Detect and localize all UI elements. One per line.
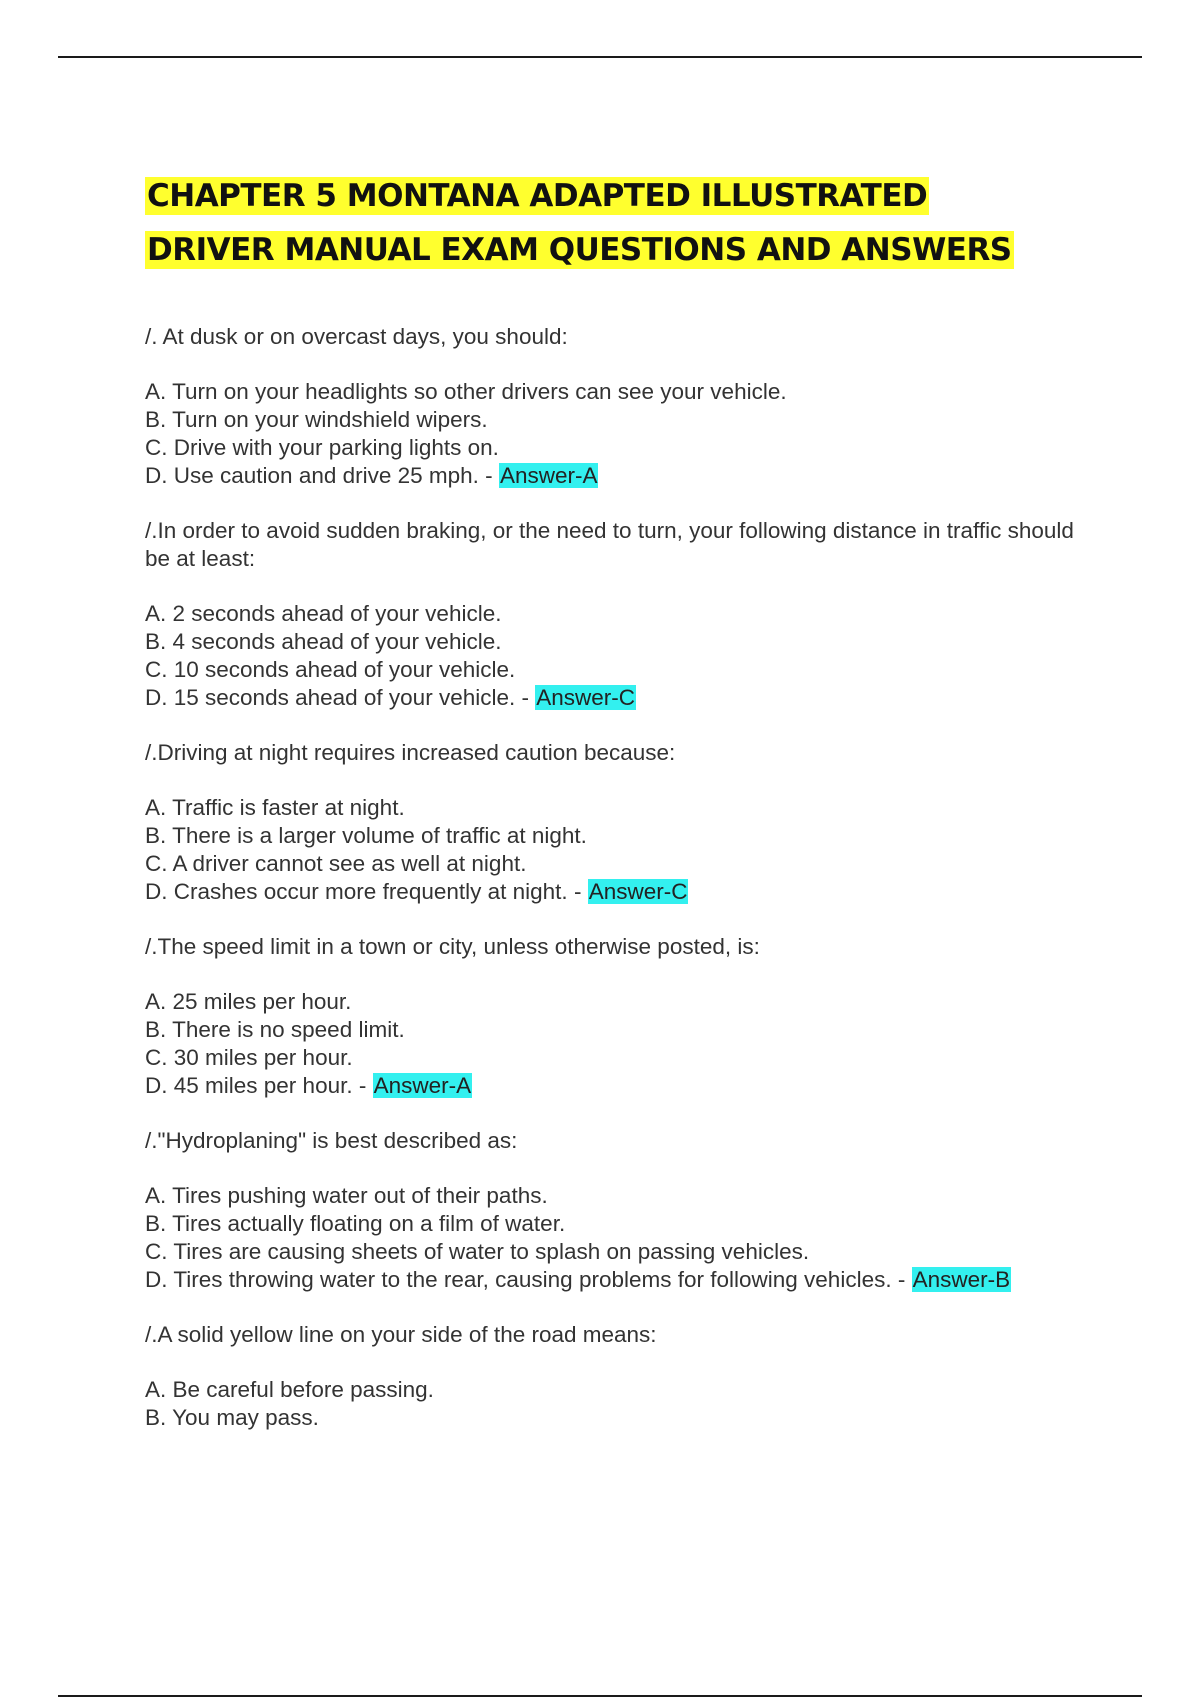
option-c: C. A driver cannot see as well at night. (145, 851, 527, 876)
option-b: B. Tires actually floating on a film of water. (145, 1211, 566, 1236)
options-list (145, 600, 1085, 712)
options-list (145, 378, 1085, 490)
option-d-text: D. Use caution and drive 25 mph. - (145, 463, 499, 488)
option-d-text: D. Crashes occur more frequently at night. - (145, 879, 588, 904)
question-text: /.Driving at night requires increased caution because: (145, 740, 676, 765)
question-block (145, 323, 1085, 490)
document-body (145, 172, 1085, 1459)
option-a: A. 25 miles per hour. (145, 989, 352, 1014)
question-text: /. At dusk or on overcast days, you should: (145, 324, 568, 349)
option-a: A. Be careful before passing. (145, 1377, 434, 1402)
option-c: C. 30 miles per hour. (145, 1045, 353, 1070)
option-d (145, 878, 1085, 906)
answer-highlight: Answer-C (588, 879, 688, 904)
question-text: /.A solid yellow line on your side of the road means: (145, 1322, 657, 1347)
option-d-text: D. Tires throwing water to the rear, causing problems for following vehicles. - (145, 1267, 912, 1292)
options-list (145, 988, 1085, 1100)
question-text: /.In order to avoid sudden braking, or the need to turn, your following distance in traffic should be at least: (145, 518, 1074, 571)
answer-highlight: Answer-A (373, 1073, 472, 1098)
option-d (145, 1072, 1085, 1100)
option-b: B. There is no speed limit. (145, 1017, 405, 1042)
option-d (145, 684, 1085, 712)
bottom-rule (58, 1695, 1142, 1697)
option-b: B. You may pass. (145, 1405, 319, 1430)
option-c: C. 10 seconds ahead of your vehicle. (145, 657, 516, 682)
answer-highlight: Answer-C (536, 685, 636, 710)
option-c: C. Tires are causing sheets of water to splash on passing vehicles. (145, 1239, 810, 1264)
top-rule (58, 56, 1142, 58)
option-d-text: D. 45 miles per hour. - (145, 1073, 373, 1098)
question-block (145, 1127, 1085, 1294)
option-a: A. 2 seconds ahead of your vehicle. (145, 601, 502, 626)
question-block (145, 1321, 1085, 1432)
option-a: A. Turn on your headlights so other drivers can see your vehicle. (145, 379, 787, 404)
option-a: A. Traffic is faster at night. (145, 795, 405, 820)
options-list (145, 1182, 1085, 1294)
answer-highlight: Answer-A (499, 463, 598, 488)
option-d (145, 1266, 1085, 1294)
option-b: B. There is a larger volume of traffic at night. (145, 823, 587, 848)
option-c: C. Drive with your parking lights on. (145, 435, 499, 460)
option-b: B. Turn on your windshield wipers. (145, 407, 488, 432)
option-a: A. Tires pushing water out of their paths. (145, 1183, 548, 1208)
answer-highlight: Answer-B (912, 1267, 1011, 1292)
question-text: /.The speed limit in a town or city, unless otherwise posted, is: (145, 934, 760, 959)
question-block (145, 933, 1085, 1100)
question-block (145, 517, 1085, 712)
option-b: B. 4 seconds ahead of your vehicle. (145, 629, 502, 654)
option-d-text: D. 15 seconds ahead of your vehicle. - (145, 685, 536, 710)
option-d (145, 462, 1085, 490)
question-text: /."Hydroplaning" is best described as: (145, 1128, 518, 1153)
options-list (145, 794, 1085, 906)
question-block (145, 739, 1085, 906)
title-line-1: CHAPTER 5 MONTANA ADAPTED ILLUSTRATED (147, 178, 928, 214)
title-line-2: DRIVER MANUAL EXAM QUESTIONS AND ANSWERS (147, 232, 1012, 268)
document-title (145, 172, 1085, 280)
options-list (145, 1376, 1085, 1432)
